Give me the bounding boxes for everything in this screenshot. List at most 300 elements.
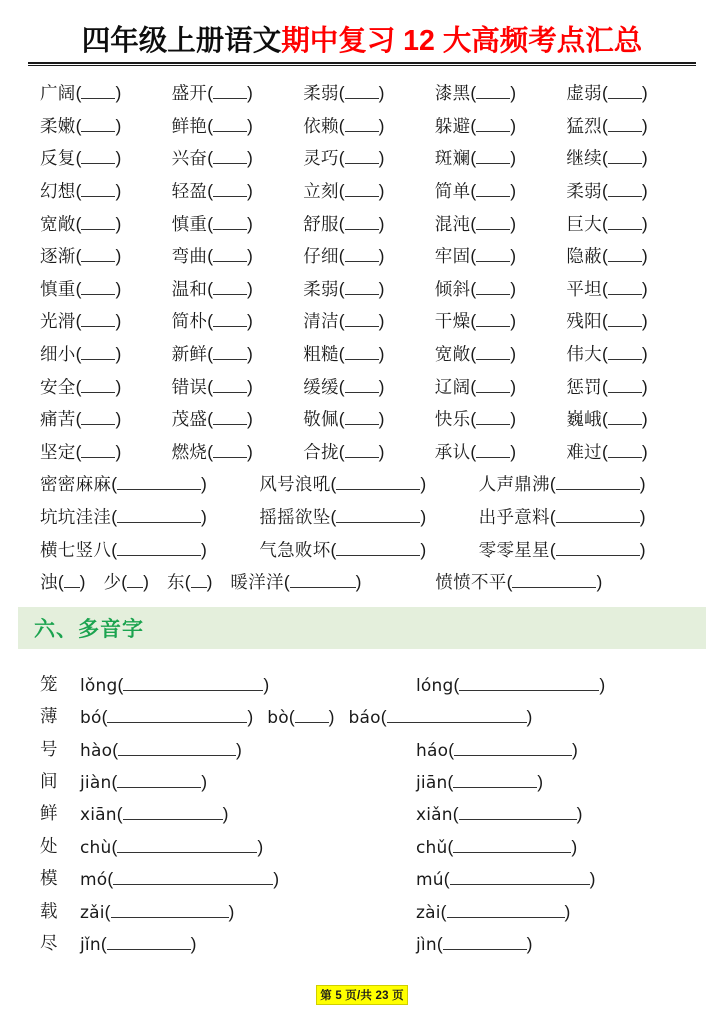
- exercise-word: 弯曲: [171, 246, 208, 267]
- answer-blank[interactable]: [476, 280, 510, 295]
- answer-blank[interactable]: [450, 870, 590, 885]
- close-paren: ): [378, 278, 385, 299]
- exercise-word: 轻盈: [171, 181, 208, 202]
- exercise-row: [26, 238, 698, 270]
- open-paren: (: [470, 246, 477, 267]
- answer-blank[interactable]: [608, 149, 642, 164]
- polyphone-character: 薄: [40, 706, 58, 727]
- close-paren: ): [247, 409, 253, 430]
- polyphone-reading: [80, 740, 416, 761]
- answer-blank[interactable]: [345, 117, 379, 132]
- exercise-item: [303, 145, 435, 171]
- close-paren: ): [115, 213, 122, 234]
- exercise-word: 倾斜: [434, 278, 471, 299]
- answer-blank[interactable]: [476, 117, 510, 132]
- exercise-row: [26, 173, 698, 205]
- close-paren: ): [378, 83, 385, 104]
- exercise-item: [435, 113, 567, 139]
- close-paren: ): [641, 181, 648, 202]
- open-paren: (: [111, 771, 118, 792]
- answer-blank[interactable]: [64, 573, 80, 588]
- answer-blank[interactable]: [453, 773, 537, 788]
- close-paren: ): [247, 213, 253, 234]
- exercise-item: [172, 406, 304, 432]
- exercise-item: [40, 276, 172, 302]
- close-paren: ): [378, 344, 385, 364]
- answer-blank[interactable]: [81, 443, 115, 458]
- exercise-word: 东: [166, 572, 185, 593]
- answer-blank[interactable]: [476, 410, 510, 425]
- answer-blank[interactable]: [107, 935, 191, 950]
- close-paren: ): [378, 409, 385, 430]
- answer-blank[interactable]: [608, 280, 642, 295]
- answer-blank[interactable]: [608, 345, 642, 360]
- answer-blank[interactable]: [295, 708, 329, 723]
- polyphone-row: [40, 923, 698, 955]
- answer-blank[interactable]: [345, 247, 379, 262]
- close-paren: ): [273, 869, 280, 890]
- exercise-item: [172, 145, 304, 171]
- close-paren: ): [596, 572, 603, 593]
- exercise-word: 柔嫩: [40, 115, 76, 136]
- pinyin-label: lóng: [416, 675, 454, 696]
- exercise-word: 痛苦: [40, 409, 76, 430]
- exercise-word: 气急败坏: [259, 539, 331, 560]
- open-paren: (: [470, 278, 477, 299]
- open-paren: (: [121, 572, 128, 593]
- open-paren: (: [75, 148, 82, 169]
- answer-blank[interactable]: [336, 508, 420, 523]
- answer-blank[interactable]: [345, 215, 379, 230]
- answer-blank[interactable]: [476, 312, 510, 327]
- exercise-item: [303, 211, 435, 237]
- exercise-word: 猛烈: [566, 115, 602, 136]
- answer-blank[interactable]: [476, 84, 510, 99]
- idiom-row: [26, 531, 698, 563]
- open-paren: (: [111, 474, 118, 495]
- exercise-word: 出乎意料: [478, 506, 550, 527]
- exercise-word: 盛开: [171, 83, 208, 104]
- polyphone-character: 鲜: [40, 803, 58, 824]
- open-paren: (: [338, 344, 345, 364]
- mixed-exercise-row: [26, 564, 698, 596]
- exercise-word: 柔弱: [566, 181, 602, 202]
- close-paren: ): [510, 311, 517, 332]
- answer-blank[interactable]: [345, 312, 379, 327]
- title-black-part: 四年级上册语文: [81, 25, 282, 57]
- open-paren: (: [601, 213, 608, 234]
- open-paren: (: [338, 181, 345, 202]
- polyphone-reading: [416, 740, 578, 761]
- exercise-item: [303, 374, 435, 400]
- exercise-word: 清洁: [303, 311, 339, 332]
- close-paren: ): [263, 674, 270, 695]
- exercise-item: [566, 406, 698, 432]
- pinyin-label: jǐn: [80, 934, 101, 955]
- exercise-item: [40, 406, 172, 432]
- close-paren: ): [641, 246, 648, 267]
- close-paren: ): [247, 376, 253, 397]
- open-paren: (: [111, 506, 118, 527]
- exercise-row: [26, 336, 698, 368]
- polyphone-character: 尽: [40, 932, 58, 953]
- close-paren: ): [201, 539, 207, 560]
- answer-blank[interactable]: [345, 443, 379, 458]
- answer-blank[interactable]: [608, 215, 642, 230]
- pinyin-label: jìn: [416, 934, 437, 955]
- close-paren: ): [641, 148, 648, 169]
- open-paren: (: [447, 836, 454, 857]
- exercise-item: [40, 374, 172, 400]
- answer-blank[interactable]: [213, 280, 247, 295]
- page-footer: [0, 985, 724, 1005]
- close-paren: ): [201, 474, 207, 495]
- exercise-word: 燃烧: [171, 441, 208, 462]
- open-paren: (: [549, 539, 556, 560]
- exercise-word: 合拢: [303, 441, 339, 462]
- open-paren: (: [330, 474, 337, 495]
- answer-blank[interactable]: [117, 475, 201, 490]
- close-paren: ): [564, 901, 571, 922]
- open-paren: (: [207, 441, 214, 462]
- open-paren: (: [338, 376, 345, 397]
- exercise-word: 零零星星: [478, 539, 550, 560]
- polyphone-reading: [80, 804, 416, 825]
- polyphone-character: 载: [40, 900, 58, 921]
- open-paren: (: [75, 311, 82, 332]
- answer-blank[interactable]: [336, 475, 420, 490]
- exercise-word: 简朴: [171, 311, 208, 332]
- exercise-item: [230, 569, 435, 595]
- two-char-word-rows: [26, 75, 698, 465]
- four-char-idiom-rows: [26, 466, 698, 563]
- answer-blank[interactable]: [512, 573, 596, 588]
- answer-blank[interactable]: [336, 541, 420, 556]
- exercise-row: [26, 108, 698, 140]
- open-paren: (: [338, 278, 345, 299]
- pinyin-label: bò: [267, 708, 289, 729]
- answer-blank[interactable]: [608, 378, 642, 393]
- exercise-item: [259, 471, 478, 497]
- open-paren: (: [75, 409, 82, 430]
- answer-blank[interactable]: [345, 410, 379, 425]
- answer-blank[interactable]: [556, 541, 640, 556]
- exercise-word: 温和: [171, 278, 208, 299]
- open-paren: (: [470, 181, 477, 202]
- answer-blank[interactable]: [476, 182, 510, 197]
- close-paren: ): [79, 572, 86, 593]
- answer-blank[interactable]: [290, 573, 356, 588]
- open-paren: (: [601, 344, 608, 364]
- exercise-word: 灵巧: [303, 148, 339, 169]
- answer-blank[interactable]: [81, 149, 115, 164]
- close-paren: ): [378, 246, 385, 267]
- exercise-word: 伟大: [566, 344, 602, 364]
- answer-blank[interactable]: [459, 676, 599, 691]
- polyphone-character: 处: [40, 835, 58, 856]
- exercise-item: [259, 504, 478, 530]
- open-paren: (: [601, 278, 608, 299]
- open-paren: (: [436, 933, 443, 954]
- answer-blank[interactable]: [556, 508, 640, 523]
- answer-blank[interactable]: [213, 149, 247, 164]
- open-paren: (: [470, 115, 477, 136]
- close-paren: ): [115, 311, 122, 332]
- polyphone-character: 号: [40, 738, 58, 759]
- exercise-word: 反复: [40, 148, 76, 169]
- answer-blank[interactable]: [213, 443, 247, 458]
- open-paren: (: [111, 836, 118, 857]
- answer-blank[interactable]: [213, 378, 247, 393]
- answer-blank[interactable]: [123, 805, 223, 820]
- polyphone-reading: [349, 707, 533, 728]
- open-paren: (: [447, 771, 454, 792]
- exercise-word: 仔细: [303, 246, 339, 267]
- answer-blank[interactable]: [476, 378, 510, 393]
- open-paren: (: [470, 409, 477, 430]
- answer-blank[interactable]: [127, 573, 143, 588]
- exercise-word: 承认: [434, 441, 471, 462]
- answer-blank[interactable]: [476, 247, 510, 262]
- open-paren: (: [338, 311, 345, 332]
- close-paren: ): [115, 376, 122, 397]
- answer-blank[interactable]: [123, 676, 263, 691]
- exercise-word: 混沌: [434, 213, 471, 234]
- answer-blank[interactable]: [118, 741, 236, 756]
- answer-blank[interactable]: [345, 345, 379, 360]
- exercise-item: [172, 308, 304, 334]
- exercise-word: 摇摇欲坠: [259, 506, 331, 527]
- answer-blank[interactable]: [113, 870, 273, 885]
- answer-blank[interactable]: [608, 84, 642, 99]
- pinyin-label: jiān: [416, 772, 448, 793]
- answer-blank[interactable]: [107, 708, 247, 723]
- polyphone-row: [40, 890, 698, 922]
- answer-blank[interactable]: [81, 84, 115, 99]
- close-paren: ): [378, 213, 385, 234]
- polyphone-reading: [416, 869, 595, 890]
- exercise-word: 慎重: [171, 213, 208, 234]
- exercise-item: [566, 211, 698, 237]
- polyphone-row: [40, 663, 698, 695]
- answer-blank[interactable]: [345, 280, 379, 295]
- open-paren: (: [75, 278, 82, 299]
- answer-blank[interactable]: [81, 345, 115, 360]
- exercise-item: [566, 439, 698, 465]
- answer-blank[interactable]: [117, 773, 201, 788]
- answer-blank[interactable]: [608, 117, 642, 132]
- answer-blank[interactable]: [608, 182, 642, 197]
- answer-blank[interactable]: [387, 708, 527, 723]
- exercise-word: 难过: [566, 441, 602, 462]
- open-paren: (: [338, 246, 345, 267]
- close-paren: ): [257, 836, 264, 857]
- answer-blank[interactable]: [454, 741, 572, 756]
- pinyin-label: xiǎn: [416, 805, 453, 826]
- open-paren: (: [184, 572, 191, 593]
- exercise-item: [435, 569, 602, 595]
- close-paren: ): [641, 376, 648, 397]
- close-paren: ): [378, 376, 385, 397]
- exercise-word: 快乐: [434, 409, 471, 430]
- exercise-item: [40, 145, 172, 171]
- answer-blank[interactable]: [117, 541, 201, 556]
- answer-blank[interactable]: [213, 312, 247, 327]
- answer-blank[interactable]: [556, 475, 640, 490]
- exercise-item: [172, 341, 304, 367]
- answer-blank[interactable]: [443, 935, 527, 950]
- answer-blank[interactable]: [608, 443, 642, 458]
- section-heading: 多音字: [78, 618, 144, 642]
- answer-blank[interactable]: [447, 903, 565, 918]
- answer-blank[interactable]: [476, 345, 510, 360]
- exercise-row: [26, 433, 698, 465]
- answer-blank[interactable]: [81, 280, 115, 295]
- answer-blank[interactable]: [117, 508, 201, 523]
- open-paren: (: [601, 409, 608, 430]
- answer-blank[interactable]: [81, 410, 115, 425]
- answer-blank[interactable]: [345, 84, 379, 99]
- exercise-word: 愤愤不平: [435, 572, 507, 593]
- polyphone-row: [40, 696, 698, 728]
- answer-blank[interactable]: [81, 182, 115, 197]
- answer-blank[interactable]: [453, 838, 571, 853]
- open-paren: (: [101, 707, 108, 728]
- exercise-word: 慎重: [40, 278, 76, 299]
- polyphone-reading: [80, 772, 416, 793]
- exercise-item: [40, 308, 172, 334]
- open-paren: (: [443, 869, 450, 890]
- close-paren: ): [641, 311, 648, 332]
- close-paren: ): [247, 83, 253, 104]
- answer-blank[interactable]: [81, 117, 115, 132]
- close-paren: ): [572, 739, 578, 760]
- exercise-word: 柔弱: [303, 278, 339, 299]
- open-paren: (: [75, 83, 82, 104]
- answer-blank[interactable]: [476, 443, 510, 458]
- close-paren: ): [247, 246, 253, 267]
- close-paren: ): [206, 572, 213, 593]
- exercise-item: [172, 439, 304, 465]
- close-paren: ): [641, 344, 648, 364]
- close-paren: ): [639, 539, 646, 560]
- close-paren: ): [201, 506, 207, 527]
- answer-blank[interactable]: [213, 410, 247, 425]
- close-paren: ): [641, 409, 648, 430]
- open-paren: (: [338, 441, 345, 462]
- answer-blank[interactable]: [213, 84, 247, 99]
- close-paren: ): [222, 804, 229, 825]
- close-paren: ): [589, 869, 596, 890]
- open-paren: (: [601, 181, 608, 202]
- open-paren: (: [116, 804, 123, 825]
- answer-blank[interactable]: [459, 805, 577, 820]
- exercise-item: [40, 537, 259, 563]
- polyphone-reading: [80, 902, 416, 923]
- answer-blank[interactable]: [345, 149, 379, 164]
- exercise-item: [259, 537, 478, 563]
- exercise-item: [303, 406, 435, 432]
- close-paren: ): [537, 771, 544, 792]
- answer-blank[interactable]: [81, 312, 115, 327]
- polyphone-reading: [80, 837, 416, 858]
- exercise-row: [26, 303, 698, 335]
- close-paren: ): [378, 311, 385, 332]
- open-paren: (: [338, 83, 345, 104]
- open-paren: (: [75, 246, 82, 267]
- exercise-word: 错误: [171, 376, 208, 397]
- answer-blank[interactable]: [117, 838, 257, 853]
- title-red-part: 期中复习 12 大高频考点汇总: [281, 25, 643, 57]
- answer-blank[interactable]: [476, 215, 510, 230]
- answer-blank[interactable]: [213, 247, 247, 262]
- exercise-item: [566, 145, 698, 171]
- close-paren: ): [115, 181, 122, 202]
- close-paren: ): [115, 441, 122, 462]
- polyphone-row: [40, 858, 698, 890]
- close-paren: ): [378, 115, 385, 136]
- exercise-word: 暖洋洋: [230, 572, 284, 593]
- close-paren: ): [328, 707, 335, 728]
- answer-blank[interactable]: [345, 182, 379, 197]
- polyphone-character: 间: [40, 770, 58, 791]
- answer-blank[interactable]: [81, 215, 115, 230]
- answer-blank[interactable]: [213, 345, 247, 360]
- open-paren: (: [470, 344, 477, 364]
- answer-blank[interactable]: [608, 410, 642, 425]
- pinyin-label: bó: [80, 708, 102, 729]
- exercise-item: [303, 80, 435, 106]
- close-paren: ): [510, 278, 517, 299]
- polyphone-row: [40, 761, 698, 793]
- close-paren: ): [510, 115, 517, 136]
- answer-blank[interactable]: [213, 215, 247, 230]
- polyphone-reading: [267, 707, 334, 728]
- exercise-row: [26, 140, 698, 172]
- answer-blank[interactable]: [81, 247, 115, 262]
- polyphone-reading: [416, 675, 605, 696]
- open-paren: (: [470, 83, 477, 104]
- exercise-word: 柔弱: [303, 83, 339, 104]
- exercise-word: 人声鼎沸: [478, 474, 550, 495]
- exercise-word: 简单: [434, 181, 471, 202]
- answer-blank[interactable]: [608, 312, 642, 327]
- exercise-item: [40, 439, 172, 465]
- answer-blank[interactable]: [81, 378, 115, 393]
- close-paren: ): [510, 344, 517, 364]
- exercise-item: [167, 569, 212, 595]
- close-paren: ): [247, 311, 253, 332]
- polyphone-reading: [416, 902, 570, 923]
- answer-blank[interactable]: [111, 903, 229, 918]
- exercise-word: 缓缓: [303, 376, 339, 397]
- answer-blank[interactable]: [213, 117, 247, 132]
- close-paren: ): [510, 376, 517, 397]
- open-paren: (: [207, 115, 214, 136]
- exercise-row: [26, 205, 698, 237]
- pinyin-label: chǔ: [416, 837, 448, 858]
- answer-blank[interactable]: [608, 247, 642, 262]
- answer-blank[interactable]: [191, 573, 207, 588]
- answer-blank[interactable]: [213, 182, 247, 197]
- exercise-word: 新鲜: [171, 344, 208, 364]
- exercise-item: [303, 243, 435, 269]
- answer-blank[interactable]: [345, 378, 379, 393]
- pinyin-label: báo: [348, 708, 381, 729]
- answer-blank[interactable]: [476, 149, 510, 164]
- document-header: [0, 0, 724, 58]
- exercise-item: [435, 308, 567, 334]
